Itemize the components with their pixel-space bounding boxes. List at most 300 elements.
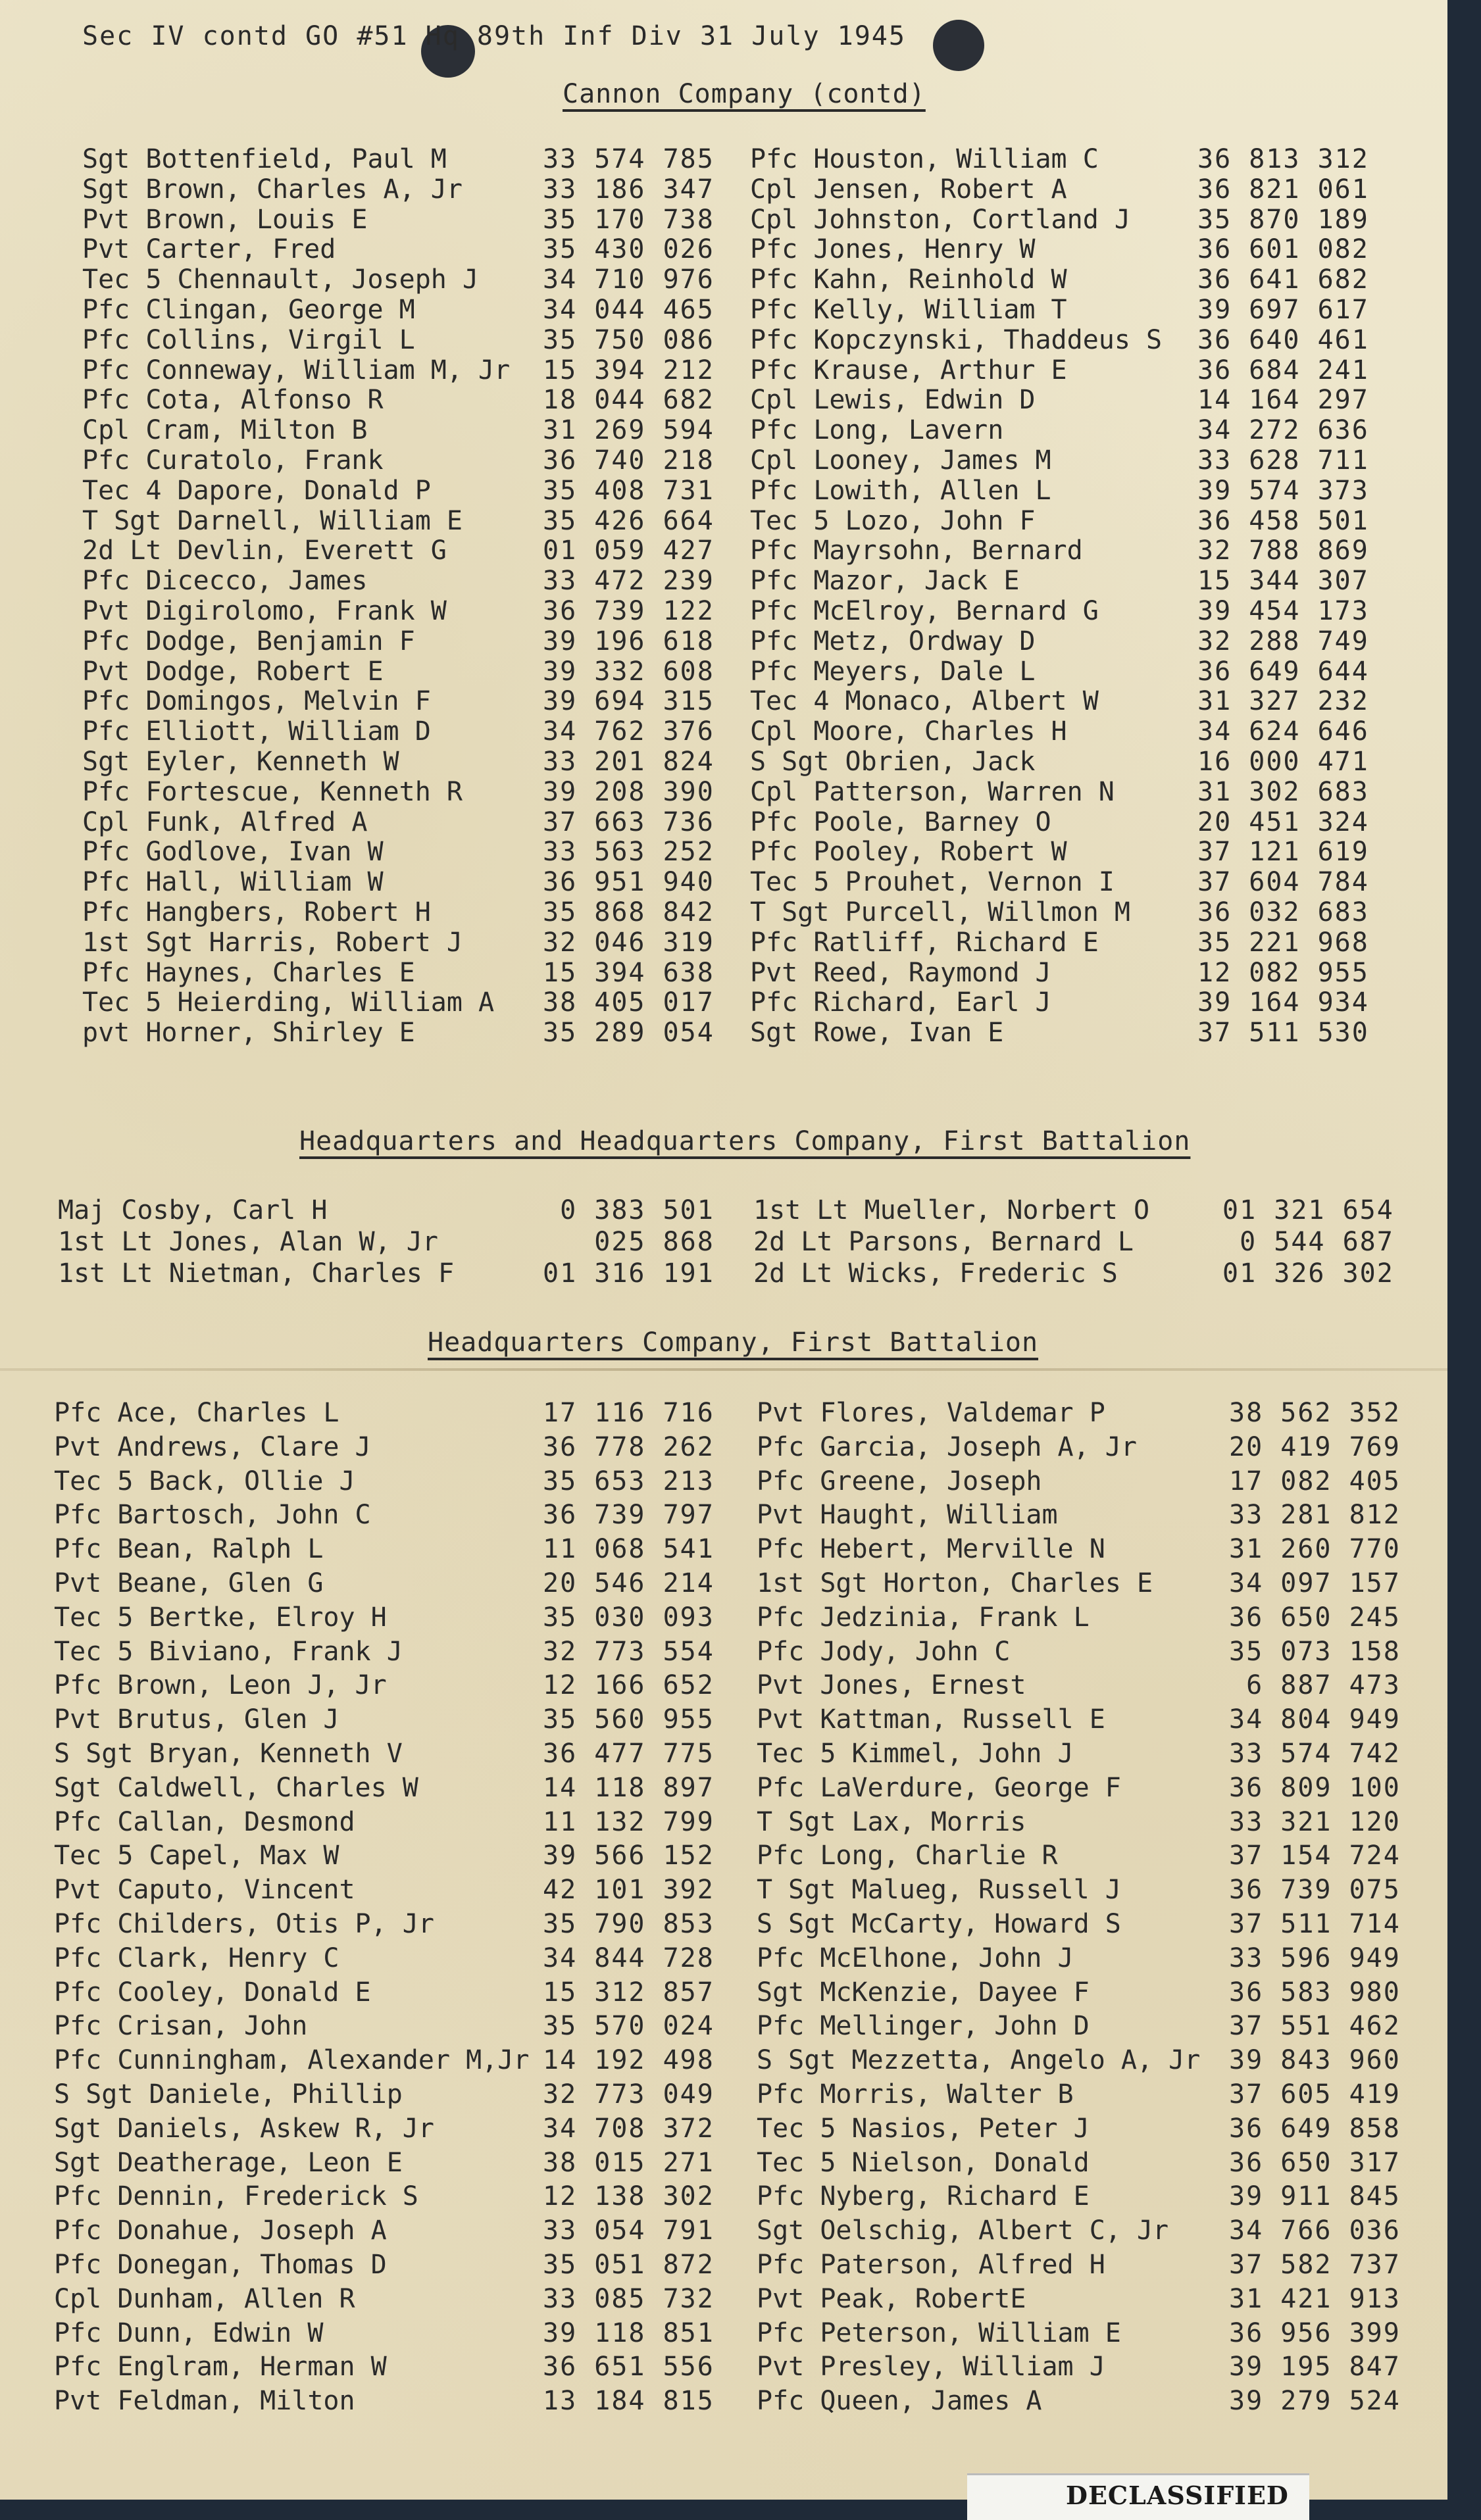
serial-number: 13 184 815 [543, 2386, 715, 2417]
soldier-name: Cpl Moore, Charles H [750, 716, 1067, 747]
soldier-name: Pfc Clingan, George M [82, 295, 415, 325]
serial-number: 34 624 646 [1197, 716, 1369, 747]
serial-number: 37 582 737 [1229, 2250, 1401, 2280]
soldier-name: Pfc Kahn, Reinhold W [750, 264, 1067, 295]
serial-number: 35 073 158 [1229, 1636, 1401, 1667]
serial-number: 35 051 872 [543, 2250, 715, 2280]
soldier-name: Sgt Bottenfield, Paul M [82, 144, 447, 174]
roster-entry [0, 1672, 1447, 1701]
serial-number: 35 221 968 [1197, 927, 1369, 958]
serial-number: 20 419 769 [1229, 1431, 1401, 1462]
serial-number: 34 762 376 [543, 716, 715, 747]
soldier-name: Pfc Dodge, Benjamin F [82, 626, 415, 656]
serial-number: 39 694 315 [543, 686, 715, 717]
soldier-name: 2d Lt Wicks, Frederic S [753, 1258, 1118, 1289]
serial-number: 37 511 714 [1229, 1909, 1401, 1939]
serial-number: 33 596 949 [1229, 1942, 1401, 1973]
serial-number: 34 844 728 [543, 1942, 715, 1973]
soldier-name: Pvt Brown, Louis E [82, 204, 368, 235]
roster-entry [0, 1502, 1447, 1531]
roster-entry [0, 146, 1447, 175]
soldier-name: Pfc Domingos, Melvin F [82, 686, 431, 717]
soldier-name: Pfc Garcia, Joseph A, Jr [757, 1431, 1137, 1462]
roster-entry [0, 236, 1447, 265]
serial-number: 17 082 405 [1229, 1466, 1401, 1496]
roster-entry [0, 1842, 1447, 1871]
serial-number: 36 641 682 [1197, 264, 1369, 295]
soldier-name: Pvt Presley, William J [757, 2352, 1105, 2383]
soldier-name: Pfc Meyers, Dale L [750, 656, 1036, 687]
roster-entry [0, 2217, 1447, 2246]
roster-entry [0, 505, 1447, 537]
soldier-name: Pfc Bean, Ralph L [54, 1534, 324, 1565]
serial-number: 12 138 302 [543, 2181, 715, 2212]
soldier-name: Pfc Hebert, Merville N [757, 1534, 1105, 1565]
soldier-name: T Sgt Darnell, William E [82, 505, 463, 536]
roster-entry [0, 2047, 1447, 2076]
serial-number: 39 566 152 [543, 1841, 715, 1871]
serial-number: 33 321 120 [1229, 1806, 1401, 1837]
roster-entry [0, 1604, 1447, 1633]
roster-entry [0, 1772, 1447, 1804]
section-title-hq-company: Headquarters Company, First Battalion [428, 1327, 1039, 1358]
serial-number: 35 870 189 [1197, 204, 1369, 235]
soldier-name: Pfc Dicecco, James [82, 566, 368, 597]
roster-entry [0, 688, 1447, 717]
soldier-name: Pfc Brown, Leon J, Jr [54, 1670, 387, 1701]
document-header: Sec IV contd GO #51 Hq 89th Inf Div 31 July 1945 [82, 21, 906, 51]
serial-number: 39 332 608 [543, 656, 715, 687]
serial-number: 37 551 462 [1229, 2011, 1401, 2042]
roster-entry [0, 447, 1447, 476]
soldier-name: Pfc Childers, Otis P, Jr [54, 1909, 434, 1939]
soldier-name: Tec 5 Heierding, William A [82, 987, 495, 1018]
soldier-name: 1st Lt Nietman, Charles F [58, 1258, 455, 1289]
serial-number: 36 951 940 [543, 867, 715, 898]
serial-number: 16 000 471 [1197, 747, 1369, 777]
soldier-name: Sgt Rowe, Ivan E [750, 1018, 1004, 1049]
soldier-name: S Sgt McCarty, Howard S [757, 1909, 1121, 1939]
serial-number: 39 118 851 [543, 2317, 715, 2348]
serial-number: 36 650 317 [1229, 2147, 1401, 2178]
serial-number: 33 054 791 [543, 2215, 715, 2246]
serial-number: 33 574 742 [1229, 1739, 1401, 1769]
soldier-name: Cpl Johnston, Cortland J [750, 204, 1130, 235]
roster-entry [0, 1400, 1447, 1429]
soldier-name: Maj Cosby, Carl H [58, 1195, 328, 1225]
soldier-name: Pfc Callan, Desmond [54, 1806, 355, 1837]
serial-number: 36 684 241 [1197, 355, 1369, 385]
soldier-name: Pfc Mayrsohn, Bernard [750, 535, 1083, 566]
soldier-name: Pvt Haught, William [757, 1500, 1058, 1531]
serial-number: 31 269 594 [543, 415, 715, 446]
roster-entry [0, 1942, 1447, 1974]
serial-number: 36 813 312 [1197, 144, 1369, 174]
roster-entry [0, 1877, 1447, 1906]
serial-number: 39 164 934 [1197, 987, 1369, 1018]
serial-number: 34 708 372 [543, 2113, 715, 2144]
serial-number: 34 804 949 [1229, 1704, 1401, 1735]
roster-entry [0, 628, 1447, 657]
soldier-name: Pfc Long, Charlie R [757, 1841, 1058, 1871]
soldier-name: T Sgt Purcell, Willmon M [750, 897, 1130, 927]
serial-number: 14 118 897 [543, 1772, 715, 1803]
roster-entry [0, 1979, 1447, 2008]
soldier-name: Pfc Queen, James A [757, 2386, 1042, 2417]
soldier-name: Cpl Cram, Milton B [82, 415, 368, 446]
soldier-name: Pfc Hall, William W [82, 867, 384, 898]
serial-number: 36 477 775 [543, 1739, 715, 1769]
serial-number: 14 192 498 [543, 2045, 715, 2076]
soldier-name: Sgt Caldwell, Charles W [54, 1772, 418, 1803]
serial-number: 36 739 797 [543, 1500, 715, 1531]
soldier-name: Sgt Daniels, Askew R, Jr [54, 2113, 434, 2144]
serial-number: 39 196 618 [543, 626, 715, 656]
roster-entry [0, 1911, 1447, 1940]
serial-number: 32 288 749 [1197, 626, 1369, 656]
soldier-name: Tec 5 Nielson, Donald [757, 2147, 1090, 2178]
serial-number: 35 430 026 [543, 234, 715, 265]
serial-number: 35 750 086 [543, 324, 715, 355]
roster-entry [0, 537, 1447, 566]
soldier-name: Tec 5 Back, Ollie J [54, 1466, 355, 1496]
soldier-name: S Sgt Mezzetta, Angelo A, Jr [757, 2045, 1201, 2076]
serial-number: 17 116 716 [543, 1398, 715, 1428]
roster-entry [0, 2115, 1447, 2144]
serial-number: 15 344 307 [1197, 566, 1369, 597]
soldier-name: Sgt Deatherage, Leon E [54, 2147, 403, 2178]
serial-number: 33 281 812 [1229, 1500, 1401, 1531]
serial-number: 01 321 654 [1222, 1195, 1394, 1225]
roster-entry [0, 2183, 1447, 2212]
serial-number: 36 778 262 [543, 1431, 715, 1462]
soldier-name: Pfc Houston, William C [750, 144, 1099, 174]
serial-number: 14 164 297 [1197, 385, 1369, 416]
serial-number: 42 101 392 [543, 1875, 715, 1906]
serial-number: 01 326 302 [1222, 1258, 1394, 1289]
serial-number: 12 166 652 [543, 1670, 715, 1701]
roster-entry [0, 2147, 1447, 2179]
soldier-name: Pfc Clark, Henry C [54, 1942, 339, 1973]
roster-entry [0, 1229, 1447, 1258]
soldier-name: Pfc Mellinger, John D [757, 2011, 1090, 2042]
serial-number: 11 068 541 [543, 1534, 715, 1565]
serial-number: 36 956 399 [1229, 2317, 1401, 2348]
serial-number: 36 739 075 [1229, 1875, 1401, 1906]
soldier-name: Pfc Kelly, William T [750, 295, 1067, 325]
serial-number: 32 046 319 [543, 927, 715, 958]
serial-number: 35 030 093 [543, 1602, 715, 1633]
soldier-name: Tec 4 Monaco, Albert W [750, 686, 1099, 717]
serial-number: 36 649 644 [1197, 656, 1369, 687]
soldier-name: Pfc Pooley, Robert W [750, 837, 1067, 868]
roster-entry [0, 297, 1447, 326]
roster-entry [0, 2081, 1447, 2110]
serial-number: 0 383 501 [560, 1195, 715, 1225]
serial-number: 33 201 824 [543, 747, 715, 777]
soldier-name: Cpl Patterson, Warren N [750, 776, 1115, 807]
soldier-name: Pfc Ratliff, Richard E [750, 927, 1099, 958]
serial-number: 15 394 638 [543, 957, 715, 988]
roster-entry [0, 749, 1447, 778]
soldier-name: Pfc Englram, Herman W [54, 2352, 387, 2383]
soldier-name: pvt Horner, Shirley E [82, 1018, 415, 1049]
serial-number: 34 272 636 [1197, 415, 1369, 446]
serial-number: 20 546 214 [543, 1568, 715, 1598]
roster-entry [0, 357, 1447, 386]
roster-entry [0, 658, 1447, 687]
serial-number: 34 044 465 [543, 295, 715, 325]
roster-entry [0, 1636, 1447, 1668]
soldier-name: Pfc Peterson, William E [757, 2317, 1121, 2348]
soldier-name: Pfc Dunn, Edwin W [54, 2317, 324, 2348]
serial-number: 39 279 524 [1229, 2386, 1401, 2417]
roster-entry [0, 204, 1447, 235]
soldier-name: Pvt Feldman, Milton [54, 2386, 355, 2417]
roster-entry [0, 2252, 1447, 2281]
serial-number: 36 458 501 [1197, 505, 1369, 536]
serial-number: 37 154 724 [1229, 1841, 1401, 1871]
soldier-name: S Sgt Bryan, Kenneth V [54, 1739, 403, 1769]
serial-number: 36 649 858 [1229, 2113, 1401, 2144]
roster-entry [0, 839, 1447, 868]
soldier-name: 1st Sgt Harris, Robert J [82, 927, 463, 958]
serial-number: 35 170 738 [543, 204, 715, 235]
soldier-name: S Sgt Daniele, Phillip [54, 2079, 403, 2110]
serial-number: 12 082 955 [1197, 957, 1369, 988]
roster-entry [0, 869, 1447, 898]
roster-entry [0, 929, 1447, 958]
soldier-name: T Sgt Lax, Morris [757, 1806, 1026, 1837]
soldier-name: Pfc Krause, Arthur E [750, 355, 1067, 385]
soldier-name: Pfc McElhone, John J [757, 1942, 1074, 1973]
soldier-name: 2d Lt Devlin, Everett G [82, 535, 447, 566]
serial-number: 0 544 687 [1240, 1227, 1394, 1257]
soldier-name: Pfc Donegan, Thomas D [54, 2250, 387, 2280]
soldier-name: Pvt Brutus, Glen J [54, 1704, 339, 1735]
soldier-name: Pvt Reed, Raymond J [750, 957, 1051, 988]
serial-number: 36 032 683 [1197, 897, 1369, 927]
soldier-name: 1st Lt Jones, Alan W, Jr [58, 1227, 438, 1257]
soldier-name: Pfc Bartosch, John C [54, 1500, 371, 1531]
serial-number: 15 312 857 [543, 1977, 715, 2008]
serial-number: 36 601 082 [1197, 234, 1369, 265]
soldier-name: Pvt Peak, RobertE [757, 2283, 1026, 2314]
serial-number: 37 511 530 [1197, 1018, 1369, 1049]
serial-number: 31 421 913 [1229, 2283, 1401, 2314]
soldier-name: Pfc Curatolo, Frank [82, 445, 384, 476]
serial-number: 34 097 157 [1229, 1568, 1401, 1598]
roster-entry [0, 475, 1447, 506]
soldier-name: Pfc Haynes, Charles E [82, 957, 415, 988]
serial-number: 37 663 736 [543, 806, 715, 837]
roster-entry [0, 776, 1447, 808]
soldier-name: Pfc Jody, John C [757, 1636, 1011, 1667]
soldier-name: Pfc Conneway, William M, Jr [82, 355, 511, 385]
soldier-name: Tec 5 Biviano, Frank J [54, 1636, 403, 1667]
soldier-name: Pfc Mazor, Jack E [750, 566, 1020, 597]
roster-entry [0, 2283, 1447, 2315]
roster-entry [0, 989, 1447, 1018]
serial-number: 33 574 785 [543, 144, 715, 174]
serial-number: 36 809 100 [1229, 1772, 1401, 1803]
soldier-name: Tec 5 Capel, Max W [54, 1841, 339, 1871]
roster-entry [0, 417, 1447, 446]
soldier-name: Pfc LaVerdure, George F [757, 1772, 1121, 1803]
serial-number: 31 260 770 [1229, 1534, 1401, 1565]
soldier-name: Pfc Collins, Virgil L [82, 324, 415, 355]
serial-number: 32 788 869 [1197, 535, 1369, 566]
roster-entry [0, 266, 1447, 295]
serial-number: 11 132 799 [543, 1806, 715, 1837]
soldier-name: Pvt Kattman, Russell E [757, 1704, 1105, 1735]
serial-number: 35 653 213 [543, 1466, 715, 1496]
soldier-name: Cpl Jensen, Robert A [750, 174, 1067, 205]
serial-number: 32 773 049 [543, 2079, 715, 2110]
serial-number: 39 208 390 [543, 776, 715, 807]
soldier-name: Sgt Eyler, Kenneth W [82, 747, 399, 777]
roster-entry [0, 718, 1447, 747]
serial-number: 37 121 619 [1197, 837, 1369, 868]
serial-number: 15 394 212 [543, 355, 715, 385]
serial-number: 33 186 347 [543, 174, 715, 205]
roster-entry [0, 568, 1447, 597]
soldier-name: Pvt Dodge, Robert E [82, 656, 384, 687]
soldier-name: Tec 5 Bertke, Elroy H [54, 1602, 387, 1633]
serial-number: 35 426 664 [543, 505, 715, 536]
soldier-name: Pvt Caputo, Vincent [54, 1875, 355, 1906]
soldier-name: Pfc Elliott, William D [82, 716, 431, 747]
serial-number: 33 628 711 [1197, 445, 1369, 476]
serial-number: 39 697 617 [1197, 295, 1369, 325]
serial-number: 38 405 017 [543, 987, 715, 1018]
serial-number: 37 605 419 [1229, 2079, 1401, 2110]
roster-entry [0, 598, 1447, 627]
soldier-name: Tec 5 Chennault, Joseph J [82, 264, 479, 295]
paper-fold [0, 1368, 1447, 1371]
soldier-name: Pvt Beane, Glen G [54, 1568, 324, 1598]
roster-entry [0, 387, 1447, 416]
soldier-name: Pfc Cunningham, Alexander M,Jr [54, 2045, 530, 2076]
soldier-name: Pfc Morris, Walter B [757, 2079, 1074, 2110]
soldier-name: 1st Sgt Horton, Charles E [757, 1568, 1153, 1598]
serial-number: 36 740 218 [543, 445, 715, 476]
soldier-name: Pvt Digirolomo, Frank W [82, 596, 447, 626]
serial-number: 35 868 842 [543, 897, 715, 927]
soldier-name: Pfc Ace, Charles L [54, 1398, 339, 1428]
soldier-name: Pfc Long, Lavern [750, 415, 1004, 446]
serial-number: 36 651 556 [543, 2352, 715, 2383]
soldier-name: Pfc Hangbers, Robert H [82, 897, 431, 927]
serial-number: 36 583 980 [1229, 1977, 1401, 2008]
soldier-name: Cpl Lewis, Edwin D [750, 385, 1036, 416]
roster-entry [0, 2388, 1447, 2417]
punch-hole [933, 20, 984, 71]
serial-number: 6 887 473 [1246, 1670, 1401, 1701]
soldier-name: Pfc Nyberg, Richard E [757, 2181, 1090, 2212]
soldier-name: Pfc Donahue, Joseph A [54, 2215, 387, 2246]
serial-number: 39 911 845 [1229, 2181, 1401, 2212]
soldier-name: Pvt Carter, Fred [82, 234, 336, 265]
roster-entry [0, 1570, 1447, 1599]
roster-entry [0, 1260, 1447, 1289]
roster-entry [0, 899, 1447, 928]
serial-number: 39 195 847 [1229, 2352, 1401, 2383]
serial-number: 34 766 036 [1229, 2215, 1401, 2246]
soldier-name: Cpl Looney, James M [750, 445, 1051, 476]
soldier-name: Pfc Lowith, Allen L [750, 475, 1051, 506]
roster-entry [0, 324, 1447, 356]
serial-number: 31 327 232 [1197, 686, 1369, 717]
serial-number: 38 015 271 [543, 2147, 715, 2178]
soldier-name: Pfc Cota, Alfonso R [82, 385, 384, 416]
serial-number: 18 044 682 [543, 385, 715, 416]
serial-number: 36 640 461 [1197, 324, 1369, 355]
serial-number: 33 085 732 [543, 2283, 715, 2314]
soldier-name: Tec 5 Kimmel, John J [757, 1739, 1074, 1769]
soldier-name: Pfc Fortescue, Kenneth R [82, 776, 463, 807]
roster-entry [0, 1741, 1447, 1769]
serial-number: 20 451 324 [1197, 806, 1369, 837]
soldier-name: Cpl Dunham, Allen R [54, 2283, 355, 2314]
serial-number: 31 302 683 [1197, 776, 1369, 807]
soldier-name: Pfc Cooley, Donald E [54, 1977, 371, 2008]
serial-number: 39 574 373 [1197, 475, 1369, 506]
soldier-name: Sgt McKenzie, Dayee F [757, 1977, 1090, 2008]
roster-entry [0, 1197, 1447, 1226]
roster-entry [0, 1536, 1447, 1565]
soldier-name: Pfc Godlove, Ivan W [82, 837, 384, 868]
roster-entry [0, 1020, 1447, 1049]
soldier-name: Pfc Paterson, Alfred H [757, 2250, 1105, 2280]
roster-entry [0, 957, 1447, 989]
declassified-label: DECLASSIFIED [1066, 2481, 1289, 2510]
soldier-name: S Sgt Obrien, Jack [750, 747, 1036, 777]
serial-number: 34 710 976 [543, 264, 715, 295]
roster-entry [0, 1706, 1447, 1735]
soldier-name: Pfc Jones, Henry W [750, 234, 1036, 265]
soldier-name: Pfc Richard, Earl J [750, 987, 1051, 1018]
serial-number: 39 454 173 [1197, 596, 1369, 626]
soldier-name: Pfc Dennin, Frederick S [54, 2181, 418, 2212]
serial-number: 36 650 245 [1229, 1602, 1401, 1633]
soldier-name: Tec 4 Dapore, Donald P [82, 475, 431, 506]
soldier-name: Pfc Poole, Barney O [750, 806, 1051, 837]
serial-number: 39 843 960 [1229, 2045, 1401, 2076]
soldier-name: Sgt Oelschig, Albert C, Jr [757, 2215, 1169, 2246]
serial-number: 35 408 731 [543, 475, 715, 506]
soldier-name: T Sgt Malueg, Russell J [757, 1875, 1121, 1906]
roster-entry [0, 1468, 1447, 1497]
serial-number: 01 316 191 [543, 1258, 715, 1289]
soldier-name: Pfc Metz, Ordway D [750, 626, 1036, 656]
soldier-name: 1st Lt Mueller, Norbert O [753, 1195, 1150, 1225]
roster-entry [0, 2317, 1447, 2349]
declassified-stamp [967, 2473, 1309, 2520]
serial-number: 36 821 061 [1197, 174, 1369, 205]
soldier-name: Tec 5 Prouhet, Vernon I [750, 867, 1115, 898]
soldier-name: Pfc Kopczynski, Thaddeus S [750, 324, 1163, 355]
serial-number: 35 560 955 [543, 1704, 715, 1735]
serial-number: 025 868 [594, 1227, 715, 1257]
soldier-name: Pfc Jedzinia, Frank L [757, 1602, 1090, 1633]
soldier-name: Pvt Andrews, Clare J [54, 1431, 371, 1462]
soldier-name: Tec 5 Lozo, John F [750, 505, 1036, 536]
soldier-name: Pfc Greene, Joseph [757, 1466, 1042, 1496]
serial-number: 33 472 239 [543, 566, 715, 597]
roster-entry [0, 1431, 1447, 1463]
serial-number: 32 773 554 [543, 1636, 715, 1667]
